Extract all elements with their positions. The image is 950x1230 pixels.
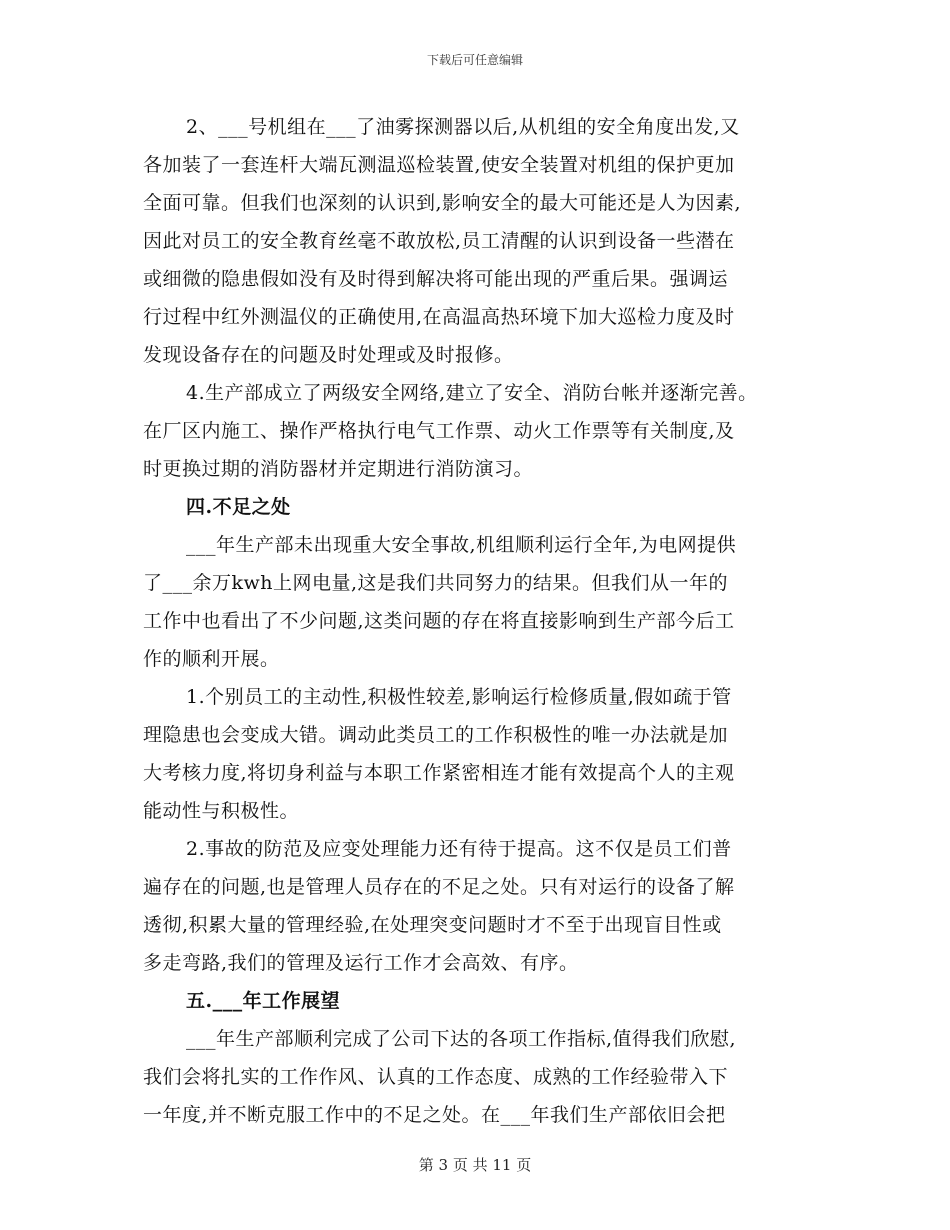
text-line: 或细微的隐患假如没有及时得到解决将可能出现的严重后果。强调运 [143,268,729,290]
text-line: 2.事故的防范及应变处理能力还有待于提高。这不仅是员工们普 [186,838,732,860]
page-number-footer: 第 3 页 共 11 页 [418,1156,532,1174]
text-line: 大考核力度,将切身利益与本职工作紧密相连才能有效提高个人的主观 [143,762,735,784]
text-line: 理隐患也会变成大错。调动此类员工的工作积极性的唯一办法就是加 [143,724,729,746]
text-line: 遍存在的问题,也是管理人员存在的不足之处。只有对运行的设备了解 [143,876,735,898]
section-heading: 四.不足之处 [186,496,291,518]
page-header-note: 下载后可任意编辑 [426,53,523,67]
section-heading: 五.___年工作展望 [186,990,341,1012]
text-line: 4.生产部成立了两级安全网络,建立了安全、消防台帐并逐渐完善。 [186,382,758,404]
text-line: ___年生产部未出现重大安全事故,机组顺利运行全年,为电网提供 [186,534,737,556]
text-line: 透彻,积累大量的管理经验,在处理突变问题时才不至于出现盲目性或 [143,914,722,936]
text-line: 在厂区内施工、操作严格执行电气工作票、动火工作票等有关制度,及 [143,420,735,442]
document-body [143,108,811,1134]
text-line: 全面可靠。但我们也深刻的认识到,影响安全的最大可能还是人为因素, [143,192,742,214]
text-line: 发现设备存在的问题及时处理或及时报修。 [143,344,514,366]
text-line: 行过程中红外测温仪的正确使用,在高温高热环境下加大巡检力度及时 [143,306,735,328]
text-line: 多走弯路,我们的管理及运行工作才会高效、有序。 [143,952,579,974]
text-line: 了___余万kwh上网电量,这是我们共同努力的结果。但我们从一年的 [143,572,729,594]
text-line: 工作中也看出了不少问题,这类问题的存在将直接影响到生产部今后工 [143,610,735,632]
text-line: 一年度,并不断克服工作中的不足之处。在___年我们生产部依旧会把 [143,1104,726,1126]
text-line: ___年生产部顺利完成了公司下达的各项工作指标,值得我们欣慰, [186,1028,737,1050]
text-line: 我们会将扎实的工作作风、认真的工作态度、成熟的工作经验带入下 [143,1066,729,1088]
text-line: 1.个别员工的主动性,积极性较差,影响运行检修质量,假如疏于管 [186,686,732,708]
text-line: 时更换过期的消防器材并定期进行消防演习。 [143,458,534,480]
text-line: 2、___号机组在___了油雾探测器以后,从机组的安全角度出发,又 [186,116,740,138]
text-line: 各加装了一套连杆大端瓦测温巡检装置,使安全装置对机组的保护更加 [143,154,735,176]
text-line: 因此对员工的安全教育丝毫不敢放松,员工清醒的认识到设备一些潜在 [143,230,735,252]
text-line: 作的顺利开展。 [143,648,280,670]
text-line: 能动性与积极性。 [143,800,300,822]
